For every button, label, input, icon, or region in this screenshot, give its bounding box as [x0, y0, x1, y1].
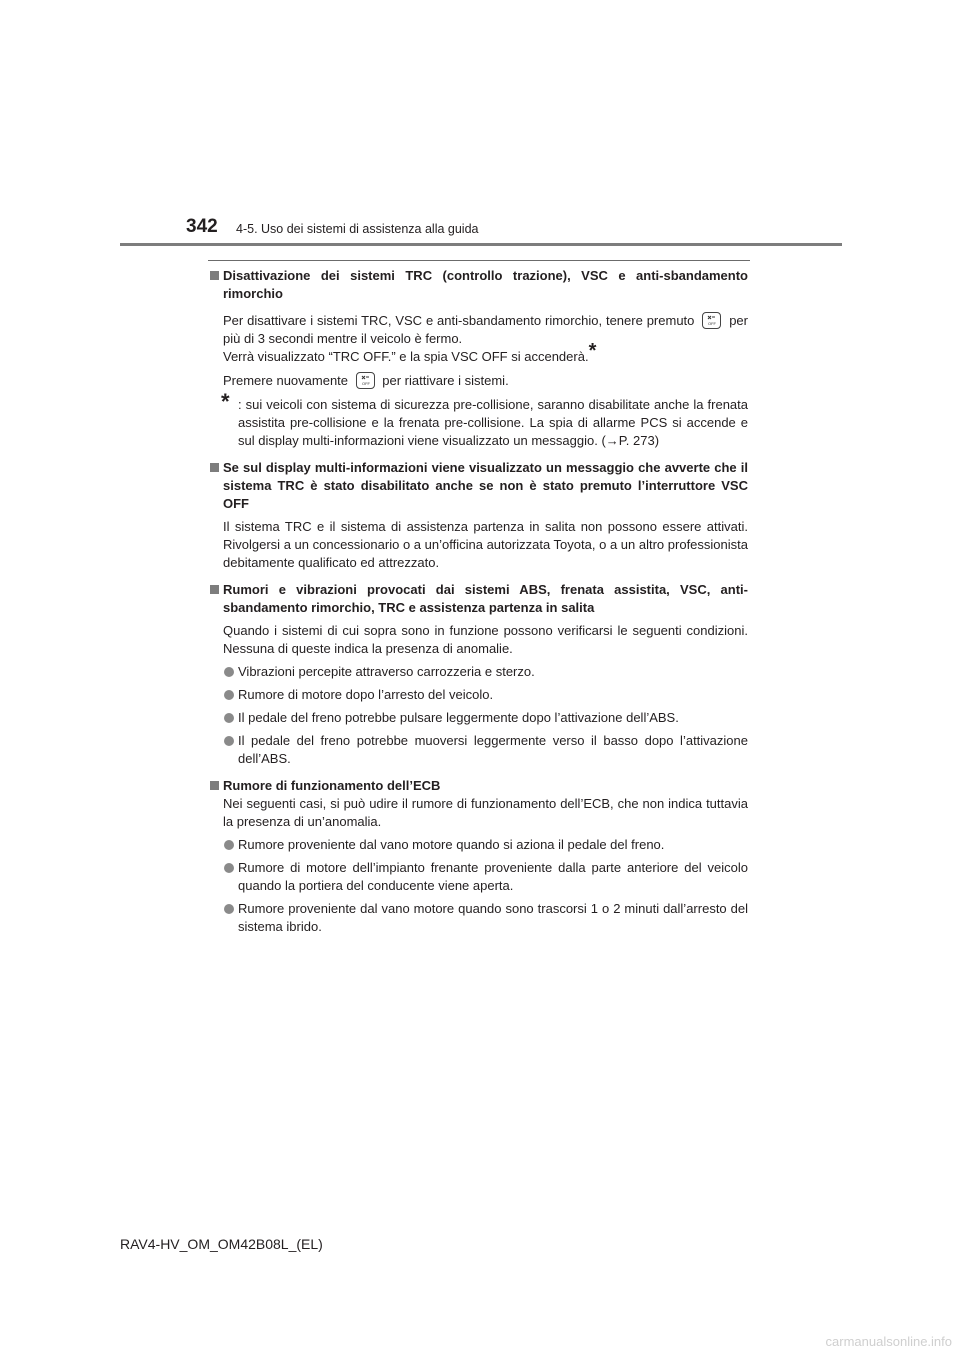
- paragraph-reactivate: Premere nuovamente OFF per riattivare i sistemi.: [223, 373, 509, 388]
- paragraph-disable-instructions: Per disattivare i sistemi TRC, VSC e anti-sbandamento rimorchio, tenere premuto OFF per più di 3 secondi mentre il veicolo è fermo.: [223, 313, 748, 346]
- vsc-off-switch-icon: [356, 372, 375, 389]
- round-bullet-icon: [224, 736, 234, 746]
- vsc-off-switch-icon: [702, 312, 721, 329]
- list-item: Il pedale del freno potrebbe pulsare leggermente dopo l’attivazione dell’ABS.: [208, 709, 748, 727]
- heading-trc-vsc-off: Disattivazione dei sistemi TRC (controllo trazione), VSC e anti-sbandamento rimorchio: [208, 267, 748, 303]
- list-item: Rumore di motore dell’impianto frenante proveniente dalla parte anteriore del veicolo quando la portiera del conducente viene aperta.: [208, 859, 748, 895]
- list-item: Rumore proveniente dal vano motore quando si aziona il pedale del freno.: [208, 836, 748, 854]
- round-bullet-icon: [224, 667, 234, 677]
- list-item: Rumore proveniente dal vano motore quando sono trascorsi 1 o 2 minuti dall’arresto del sistema ibrido.: [208, 900, 748, 936]
- round-bullet-icon: [224, 904, 234, 914]
- main-content: [208, 267, 748, 936]
- round-bullet-icon: [224, 713, 234, 723]
- heading-trc-disabled-message: Se sul display multi-informazioni viene visualizzato un messaggio che avverte che il sistema TRC è stato disabilitato anche se non è stato premuto l’interruttore VSC OFF: [208, 459, 748, 513]
- header-divider: [120, 243, 842, 246]
- heading-ecb-noise: Rumore di funzionamento dell’ECB: [208, 777, 748, 795]
- paragraph-conditions: Quando i sistemi di cui sopra sono in funzione possono verificarsi le seguenti condizioni. Nessuna di queste indica la presenza di anomalie.: [223, 623, 748, 656]
- square-bullet-icon: [210, 271, 219, 280]
- page-number: 342: [186, 216, 218, 237]
- round-bullet-icon: [224, 690, 234, 700]
- document-code: RAV4-HV_OM_OM42B08L_(EL): [120, 1236, 323, 1252]
- svg-text:OFF: OFF: [708, 321, 717, 326]
- content-divider: [208, 260, 750, 261]
- heading-noise-vibration: Rumori e vibrazioni provocati dai sistemi ABS, frenata assistita, VSC, anti-sbandamento rimorchio, TRC e assistenza partenza in salita: [208, 581, 748, 617]
- paragraph-contact-dealer: Il sistema TRC e il sistema di assistenza partenza in salita non possono essere attivati. Rivolgersi a un concessionario o a un’officina autorizzata Toyota, o a un altro professionista debitamente qualificato ed attrezzato.: [223, 519, 748, 570]
- square-bullet-icon: [210, 585, 219, 594]
- list-item: Rumore di motore dopo l’arresto del veicolo.: [208, 686, 748, 704]
- square-bullet-icon: [210, 463, 219, 472]
- list-item: Il pedale del freno potrebbe muoversi leggermente verso il basso dopo l’attivazione dell’ABS.: [208, 732, 748, 768]
- round-bullet-icon: [224, 863, 234, 873]
- list-item: Vibrazioni percepite attraverso carrozzeria e sterzo.: [208, 663, 748, 681]
- paragraph-trc-off-message: Verrà visualizzato “TRC OFF.” e la spia VSC OFF si accenderà.*: [223, 340, 597, 364]
- footnote-pcs: * : sui veicoli con sistema di sicurezza pre-collisione, saranno disabilitate anche la frenata assistita pre-collisione e la frenata pre-collisione. La spia di allarme PCS si accende e sul display multi-informazioni viene visualizzato un messaggio. (→P. 273): [221, 389, 748, 448]
- square-bullet-icon: [210, 781, 219, 790]
- paragraph-ecb-cases: Nei seguenti casi, si può udire il rumore di funzionamento dell’ECB, che non indica tuttavia la presenza di un’anomalia.: [223, 796, 748, 829]
- round-bullet-icon: [224, 840, 234, 850]
- section-title: 4-5. Uso dei sistemi di assistenza alla guida: [236, 222, 479, 236]
- svg-text:OFF: OFF: [361, 381, 370, 386]
- watermark: carmanualsonline.info: [825, 1334, 952, 1349]
